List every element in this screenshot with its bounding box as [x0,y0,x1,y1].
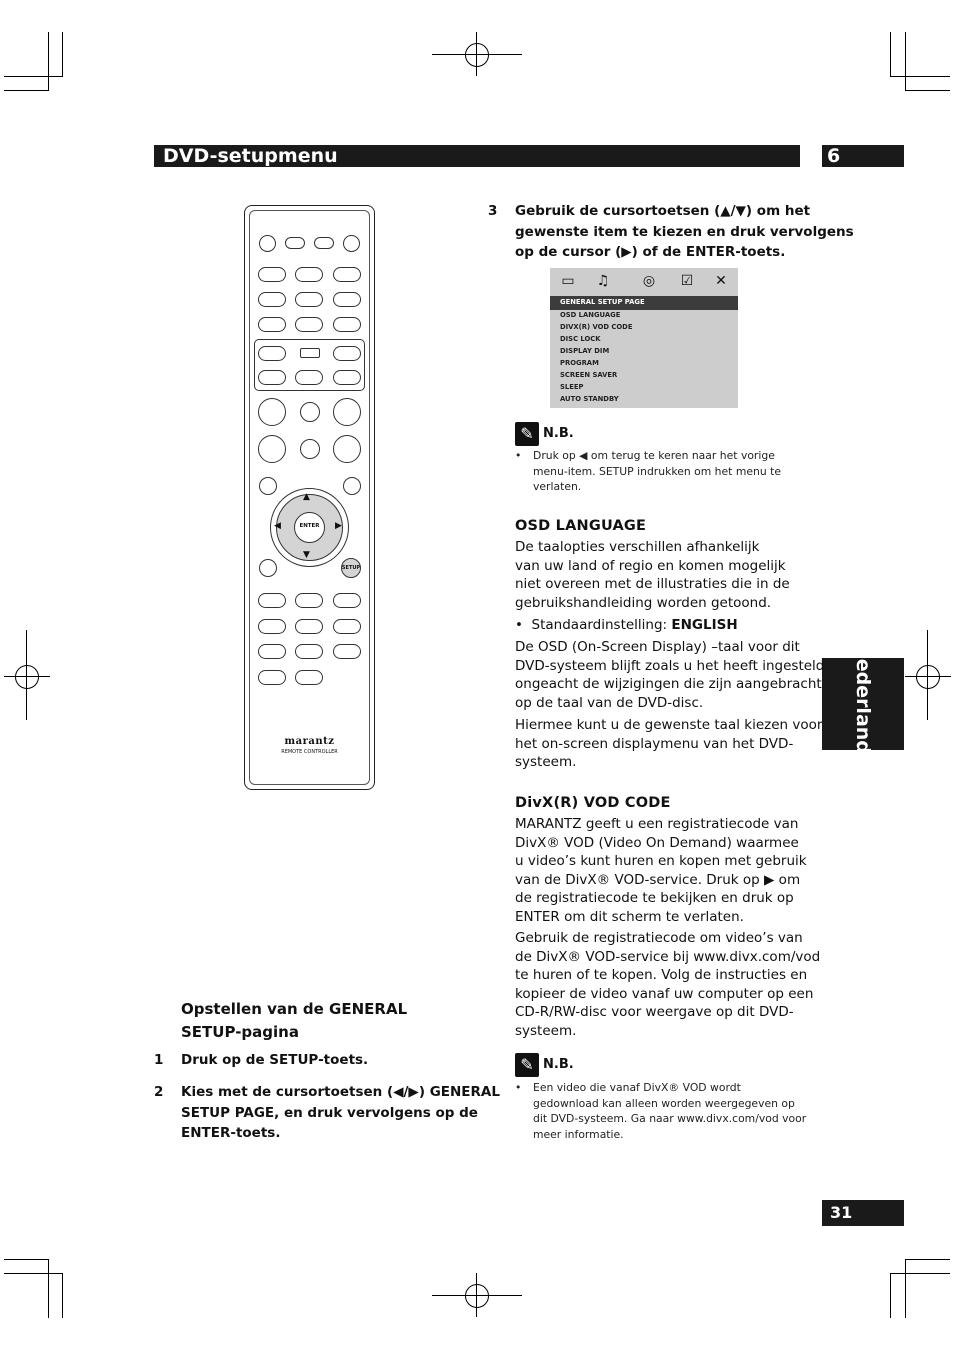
remote-button [333,346,361,361]
step-number: 3 [488,203,498,219]
pencil-note-icon: ✎ [515,422,539,446]
body-line: CD-R/RW-disc voor weergave op dit DVD- [515,1004,794,1021]
remote-button [343,477,361,495]
pencil-note-icon: ✎ [515,1053,539,1077]
step-2-text [181,1082,500,1144]
body-line: de registratiecode te bekijken en druk op [515,890,794,907]
note-bullet: • [515,1081,522,1094]
note-label: N.B. [543,1057,574,1072]
step-number: 1 [154,1052,164,1068]
remote-button [314,237,334,249]
osd-item: SCREEN SAVER [560,371,618,379]
osd-language-para2 [515,638,824,712]
step-line: gewenste item te kiezen en druk vervolgens [515,223,854,240]
remote-button [333,317,361,332]
osd-item: SLEEP [560,383,584,391]
section-title [181,998,407,1044]
remote-button [295,267,323,282]
note-line: verlaten. [533,480,582,493]
body-line: Hiermee kunt u de gewenste taal kiezen voor [515,717,823,733]
step-line: Gebruik de cursortoetsen (▲/▼) om het [515,203,811,219]
disc-icon: ◎ [642,273,656,289]
remote-button [295,619,323,634]
remote-button [295,292,323,307]
body-line: u video’s kunt huren en kopen met gebruik [515,853,807,870]
body-line: niet overeen met de illustraties die in de [515,576,790,593]
remote-button [333,267,361,282]
body-line: ENTER om dit scherm te verlaten. [515,908,744,925]
osd-item: OSD LANGUAGE [560,311,621,319]
section-title-line: SETUP-pagina [181,1023,299,1041]
step-line: ENTER-toets. [181,1125,281,1141]
osd-menu-screenshot [550,268,738,408]
note-line: dit DVD-systeem. Ga naar www.divx.com/vod voor [533,1112,807,1125]
osd-item: DISC LOCK [560,335,601,343]
language-tab [822,642,904,766]
remote-button [258,644,286,659]
body-line: ongeacht de wijzigingen die zijn aangebracht [515,676,822,693]
remote-button [258,370,286,385]
remote-button [258,317,286,332]
osd-item: GENERAL SETUP PAGE [560,298,645,306]
body-line: het on-screen displaymenu van het DVD- [515,735,794,752]
remote-button [258,267,286,282]
body-line: Gebruik de registratiecode om video’s van [515,930,803,946]
body-line: systeem. [515,1022,577,1039]
arrow-left-icon: ◀ [274,521,281,531]
remote-button [295,370,323,385]
remote-button [258,593,286,608]
body-line: De OSD (On-Screen Display) –taal voor dit [515,639,800,655]
note-bullet: • [515,449,522,462]
remote-button [295,670,323,685]
step-3-text [515,201,854,263]
arrow-right-icon: ▶ [335,521,342,531]
remote-button [295,644,323,659]
exit-icon: ✕ [715,273,727,289]
language-label: Nederlands [852,642,874,766]
remote-button [333,370,361,385]
body-line: van uw land of regio en komen mogelijk [515,557,786,574]
body-line: de DivX® VOD-service bij www.divx.com/vod [515,948,821,965]
remote-button [333,435,361,463]
remote-button [258,346,286,361]
body-line: kopieer de video vanaf uw computer op een [515,985,814,1002]
remote-button [258,398,286,426]
step-line: op de cursor (▶) of de ENTER-toets. [515,244,786,260]
body-line: systeem. [515,754,577,771]
remote-button [295,317,323,332]
remote-button [285,237,305,249]
remote-button [258,435,286,463]
general-setup-icon: ▭ [561,273,575,289]
step-number: 2 [154,1084,164,1100]
section-header [154,145,800,167]
osd-language-para1 [515,538,790,612]
setup-label: SETUP [341,565,361,571]
enter-label: ENTER [299,523,320,529]
page-title: DVD-setupmenu [163,145,338,167]
remote-button [300,348,320,358]
note-2-text [533,1080,806,1142]
osd-item: DIVX(R) VOD CODE [560,323,633,331]
note-line: gedownload kan alleen worden weergegeven op [533,1096,795,1110]
section-title-line: Opstellen van de GENERAL [181,1000,408,1018]
step-line: SETUP PAGE, en druk vervolgens op de [181,1104,478,1121]
default-value: ENGLISH [671,617,738,633]
osd-language-para3 [515,716,822,772]
audio-setup-icon: ♫ [596,273,610,289]
remote-button [333,398,361,426]
page-number: 31 [830,1203,853,1222]
osd-item: DISPLAY DIM [560,347,610,355]
body-line: MARANTZ geeft u een registratiecode van [515,816,799,832]
osd-language-heading: OSD LANGUAGE [515,518,647,534]
remote-button [333,619,361,634]
step-line: Druk op de SETUP-toets. [181,1052,369,1068]
note-label: N.B. [543,426,574,441]
remote-subtitle: REMOTE CONTROLLER [281,749,338,755]
body-line: te huren of te kopen. Volg de instructies en [515,967,808,984]
note-line: meer informatie. [533,1127,624,1141]
divx-para1 [515,815,807,927]
bullet: • [515,617,532,633]
remote-button [259,477,277,495]
arrow-down-icon: ▼ [303,550,310,560]
osd-item: AUTO STANDBY [560,395,619,403]
note-line: menu-item. SETUP indrukken om het menu te [533,464,781,478]
chapter-label: 6 [827,145,841,167]
remote-button [333,292,361,307]
divx-para2 [515,929,820,1041]
remote-button [333,593,361,608]
remote-button [333,644,361,659]
remote-button [343,235,360,252]
divx-heading: DivX(R) VOD CODE [515,795,671,811]
body-line: gebruikshandleiding worden getoond. [515,594,772,611]
osd-item: PROGRAM [560,359,599,367]
body-line: De taalopties verschillen afhankelijk [515,539,760,555]
remote-button [258,670,286,685]
body-line: van de DivX® VOD-service. Druk op ▶ om [515,871,801,888]
step-1-text [181,1050,368,1071]
body-line: DVD-systeem blijft zoals u het heeft ingesteld [515,657,825,674]
note-1-text [533,448,781,495]
body-line: DivX® VOD (Video On Demand) waarmee [515,834,799,851]
default-label: Standaardinstelling: [531,617,668,633]
default-setting [515,616,738,635]
remote-button [300,439,320,459]
remote-button [300,402,320,422]
page-number-box [822,1200,904,1226]
arrow-up-icon: ▲ [303,492,310,502]
remote-button [259,235,276,252]
body-line: op de taal van de DVD-disc. [515,694,704,711]
video-setup-icon: ☑ [680,273,694,289]
remote-button [258,619,286,634]
step-line: Kies met de cursortoetsen (◀/▶) GENERAL [181,1084,500,1100]
brand-logo: marantz [284,736,335,747]
remote-button [258,292,286,307]
chapter-number [822,145,904,167]
note-line: Een video die vanaf DivX® VOD wordt [533,1081,741,1094]
note-line: Druk op ◀ om terug te keren naar het vorige [533,449,775,462]
remote-button [259,559,277,577]
remote-button [295,593,323,608]
